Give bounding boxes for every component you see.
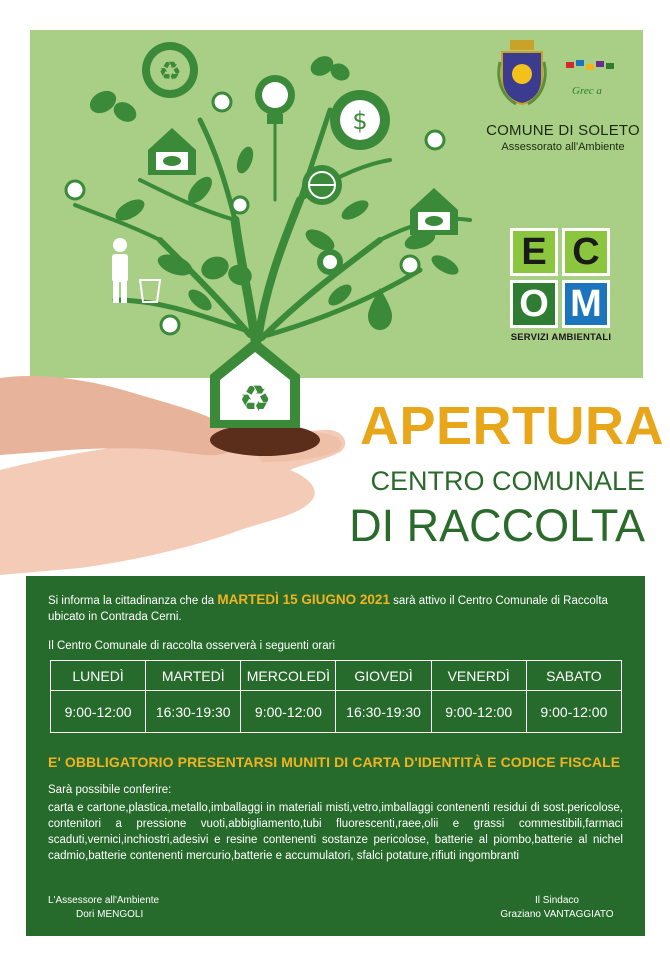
assessore-role: L'Assessore all'Ambiente (48, 895, 160, 906)
ecom-letter: M (570, 282, 602, 325)
title-di-raccolta: DI RACCOLTA (349, 500, 645, 551)
day-cell: GIOVEDÌ (336, 661, 431, 691)
eco-house-icon-right (410, 188, 458, 235)
day-cell: VENERDÌ (431, 661, 526, 691)
ecom-letter: E (521, 230, 547, 273)
schedule-hours-row (51, 691, 622, 733)
globe-icon (302, 165, 342, 205)
eco-house-icon (148, 128, 196, 175)
day-cell: MERCOLEDÌ (241, 661, 336, 691)
person-bin-icon (112, 238, 160, 303)
grecia-salentina-logo (562, 58, 618, 98)
obbligatorio-notice: E' OBBLIGATORIO PRESENTARSI MUNITI DI CARTA D'IDENTITÀ E CODICE FISCALE (48, 754, 621, 770)
intro-text (48, 592, 638, 625)
materials-list: carta e cartone,plastica,metallo,imballaggi in materiali misti,vetro,imballaggi contenenti residui di sost.pericolose, contenitori a pressione vuoti,abbigliamento,tubi fluorescenti,raee,olii e grassi commestibili,farmaci scaduti,vernici,inchiostri,adesivi e resine contenenti sostanze pericolose, batterie al piombo,batterie al nichel cadmio,batterie contenenti mercurio,batterie e accumulatori, sfalci potature,rifiuti ingombranti (48, 802, 623, 862)
hours-cell: 9:00-12:00 (526, 691, 621, 733)
day-cell: MARTEDÌ (146, 661, 241, 691)
hours-cell: 9:00-12:00 (51, 691, 146, 733)
ecom-cell-e (510, 228, 558, 276)
signature-sindaco (492, 894, 622, 922)
svg-text:$: $ (352, 107, 368, 135)
svg-text:♻: ♻ (158, 57, 182, 87)
conferire-label: Sarà possibile conferire: (48, 784, 172, 796)
municipality-header (478, 40, 638, 160)
ecom-cell-m (562, 280, 610, 328)
sindaco-name: Graziano VANTAGGIATO (500, 909, 614, 920)
soleto-crest-icon (496, 40, 548, 106)
recycle-house-icon (210, 338, 300, 428)
upper-hand (0, 376, 235, 455)
sindaco-role: Il Sindaco (535, 895, 579, 906)
grecia-logo-icon (562, 58, 618, 80)
lightbulb-icon (255, 75, 295, 124)
ecom-logo-grid (510, 228, 612, 330)
ecom-subtitle: SERVIZI AMBIENTALI (510, 332, 612, 343)
recycle-circle-icon (142, 42, 198, 98)
hours-cell: 9:00-12:00 (241, 691, 336, 733)
ecom-cell-c (562, 228, 610, 276)
title-apertura: APERTURA (360, 396, 665, 456)
assessorato-label: Assessorato all'Ambiente (501, 141, 625, 153)
intro-date: MARTEDÌ 15 GIUGNO 2021 (217, 592, 390, 607)
intro-after: sarà attivo il Centro Comunale di Raccolta ubicato in Contrada Cerni. (48, 595, 608, 623)
signature-assessore (48, 894, 159, 922)
ecom-logo (510, 228, 612, 348)
orari-label: Il Centro Comunale di raccolta osserverà i seguenti orari (48, 640, 335, 652)
hours-cell: 16:30-19:30 (336, 691, 431, 733)
title-centro-comunale: CENTRO COMUNALE (370, 466, 645, 496)
ecom-cell-o (510, 280, 558, 328)
ecom-letter: O (519, 282, 549, 325)
intro-before: Si informa la cittadinanza che da (48, 595, 218, 607)
info-panel (26, 576, 645, 936)
sun-icon (330, 90, 390, 150)
day-cell: SABATO (526, 661, 621, 691)
soil-mound (210, 424, 320, 456)
small-bulb-icon (317, 249, 343, 275)
grecia-logo-text: Grec a (572, 85, 602, 97)
day-cell: LUNEDÌ (51, 661, 146, 691)
ecom-letter: C (572, 230, 600, 273)
hours-cell: 16:30-19:30 (146, 691, 241, 733)
schedule-days-row (51, 661, 622, 691)
comune-name: COMUNE DI SOLETO (486, 122, 640, 139)
schedule-table (50, 660, 622, 733)
assessore-name: Dori MENGOLI (76, 909, 144, 920)
hours-cell: 9:00-12:00 (431, 691, 526, 733)
svg-text:♻: ♻ (238, 379, 272, 420)
